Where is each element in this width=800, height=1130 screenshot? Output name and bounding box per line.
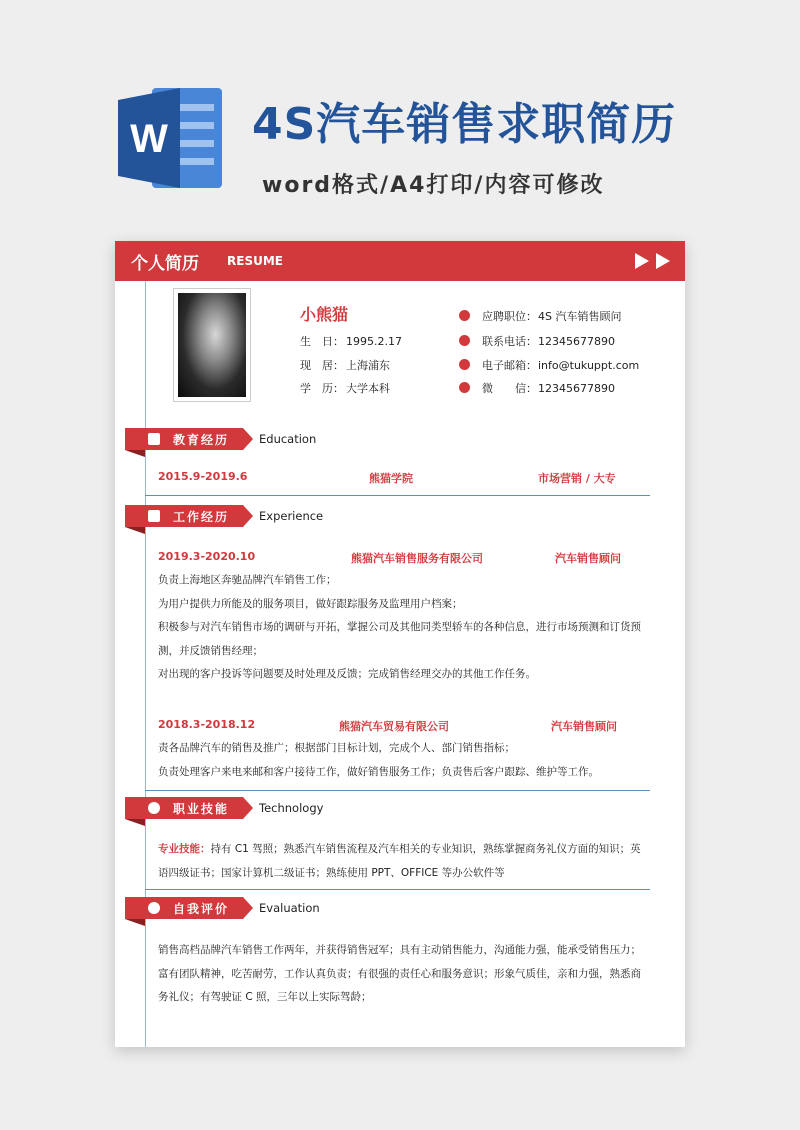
play-arrow-icon — [635, 253, 649, 269]
job1-duties: 负责上海地区奔驰品牌汽车销售工作； 为用户提供力所能及的服务项目，做好跟踪服务及监理用户档案； 积极参与对汽车销售市场的调研与开拓，掌握公司及其他同类型轿车的各种信息，进行市场预测和订货预测，并反馈销售经理； 对出现的客户投诉等问题要及时处理及反馈；完成销售经理交办的其他工作任务。 — [158, 574, 641, 681]
job2-duties: 责各品牌汽车的销售及推广；根据部门目标计划，完成个人、部门销售指标； 负责处理客户来电来邮和客户接待工作，做好销售服务工作；负责售后客户跟踪、维护等工作。 — [158, 742, 599, 778]
job1-period: 2019.3-2020.10 — [158, 550, 256, 563]
profile-photo — [173, 288, 251, 402]
job1-position: 汽车销售顾问 — [555, 552, 621, 565]
divider — [145, 790, 650, 791]
gear-icon — [148, 802, 160, 814]
job2-period: 2018.3-2018.12 — [158, 718, 256, 731]
graduation-cap-icon — [148, 433, 160, 445]
info-education: 学 历： 大学本科 — [300, 382, 390, 395]
resume-title-en: RESUME — [227, 254, 283, 268]
word-logo-letter: W — [130, 117, 168, 161]
info-residence: 现 居： 上海浦东 — [300, 359, 390, 372]
skills-text: 专业技能：持有 C1 驾照；熟悉汽车销售流程及汽车相关的专业知识，熟练掌握商务礼仪方面的知识；英语四级证书；国家计算机二级证书；熟练使用 PPT、OFFICE 等办公软件等 — [158, 843, 641, 879]
job2-company: 熊猫汽车贸易有限公司 — [339, 720, 449, 733]
briefcase-icon — [459, 310, 470, 321]
section-evaluation-en: Evaluation — [259, 901, 320, 915]
link-icon — [148, 902, 160, 914]
resume-title: 个人简历 — [131, 254, 199, 274]
info-birthday: 生 日： 1995.2.17 — [300, 335, 402, 348]
wechat-icon — [459, 382, 470, 393]
section-education-tab: 教育经历 — [125, 428, 243, 450]
contact-email: 电子邮箱：info@tukuppt.com — [459, 357, 639, 373]
section-evaluation-tab: 自我评价 — [125, 897, 243, 919]
resume-header-bar — [115, 241, 685, 281]
section-skills-tab: 职业技能 — [125, 797, 243, 819]
contact-phone: 联系电话：12345677890 — [459, 333, 615, 349]
divider — [145, 495, 650, 496]
banner-title: 4S汽车销售求职简历 — [252, 99, 677, 150]
job2-position: 汽车销售顾问 — [551, 720, 617, 733]
phone-icon — [459, 335, 470, 346]
edu-school: 熊猫学院 — [369, 472, 413, 485]
resume-page — [115, 241, 685, 1047]
job1-company: 熊猫汽车销售服务有限公司 — [351, 552, 483, 565]
profile-name: 小熊猫 — [300, 305, 349, 324]
edu-major: 市场营销 / 大专 — [538, 472, 616, 485]
section-skills-en: Technology — [259, 801, 324, 815]
briefcase-icon — [148, 510, 160, 522]
evaluation-text: 销售高档品牌汽车销售工作两年，并获得销售冠军；具有主动销售能力，沟通能力强，能承受销售压力；富有团队精神，吃苦耐劳，工作认真负责；有很强的责任心和服务意识；形象气质佳，亲和力强，熟悉商务礼仪；有驾驶证 C 照，三年以上实际驾龄； — [158, 944, 641, 1004]
word-logo-icon — [118, 82, 224, 194]
contact-wechat: 微 信：12345677890 — [459, 380, 615, 396]
mail-icon — [459, 359, 470, 370]
timeline-line — [145, 281, 146, 1047]
divider — [145, 889, 650, 890]
play-arrow-icon — [656, 253, 670, 269]
section-experience-en: Experience — [259, 509, 324, 523]
banner-subtitle: word格式/A4打印/内容可修改 — [262, 173, 605, 198]
edu-period: 2015.9-2019.6 — [158, 470, 248, 483]
section-education-en: Education — [259, 432, 317, 446]
section-experience-tab: 工作经历 — [125, 505, 243, 527]
contact-position: 应聘职位：4S 汽车销售顾问 — [459, 308, 621, 324]
